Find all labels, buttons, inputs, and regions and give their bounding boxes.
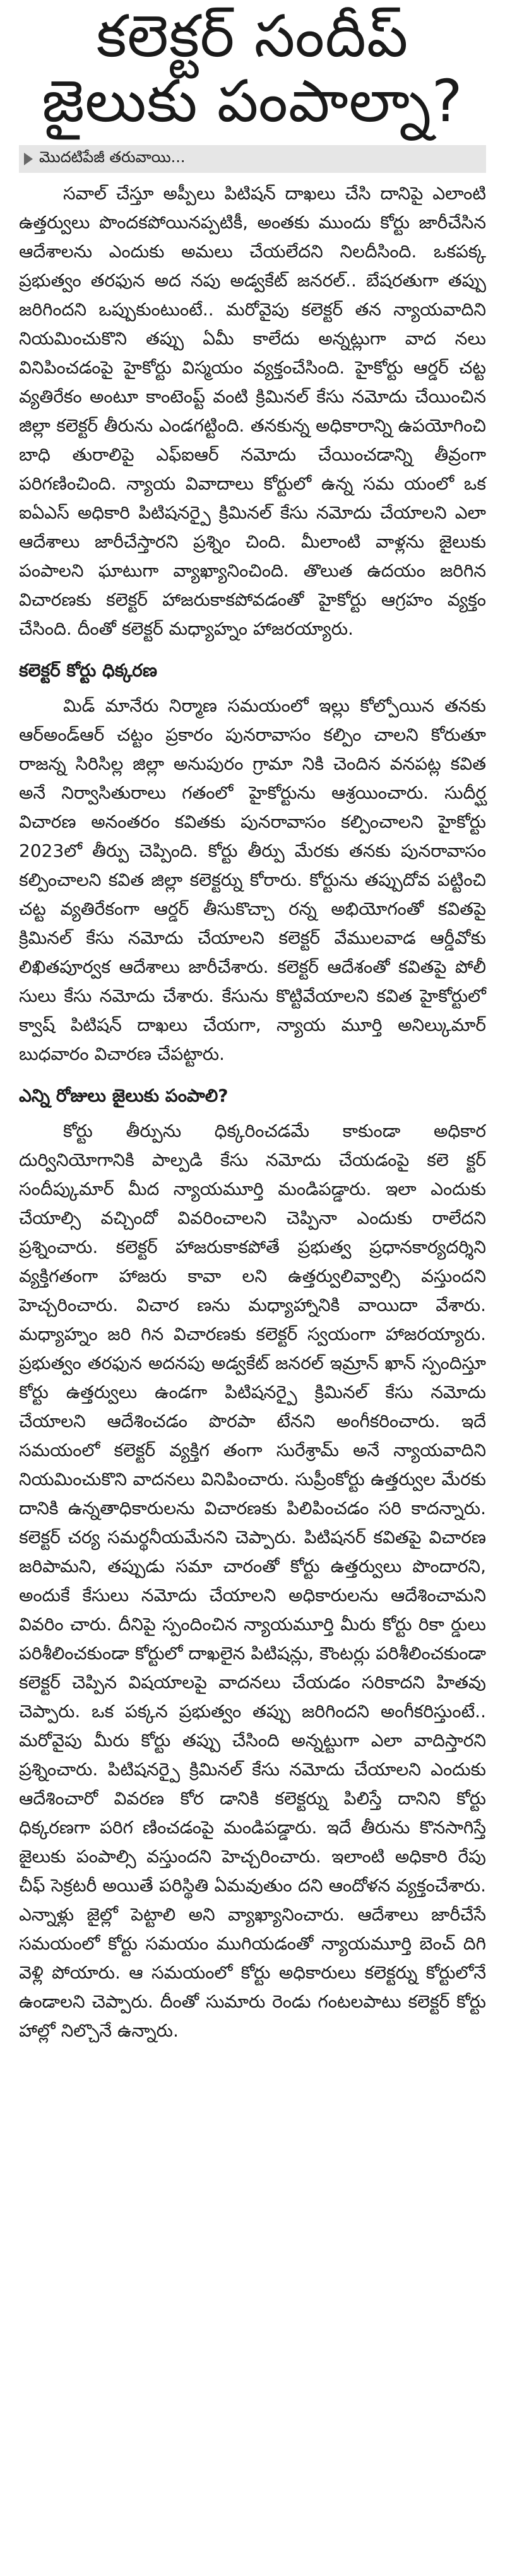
paragraph-3: కోర్టు తీర్పును ధిక్కరించడమే కాకుండా అధికార దుర్వినియోగానికి పాల్పడి కేసు నమోదు చేయడంపై కలె క్టర్ సందీప్కుమార్ మీద న్యాయమూర్తి మండిపడ్డారు. ఇలా ఎందుకు చేయాల్సి వచ్చిందో వివరించాలని చెప్పినా ఎందుకు రాలేదని ప్రశ్నించారు. కలెక్టర్ హాజరుకాకపోతే ప్రభుత్వ ప్రధానకార్యదర్శిని వ్యక్తిగతంగా హాజరు కావా లని ఉత్తర్వులివ్వాల్సి వస్తుందని హెచ్చరించారు. విచార ణను మధ్యాహ్నానికి వాయిదా వేశారు. మధ్యాహ్నం జరి గిన విచారణకు కలెక్టర్ స్వయంగా హాజరయ్యారు. ప్రభుత్వం తరఫున అదనపు అడ్వకేట్ జనరల్ ఇమ్రాన్ ఖాన్ స్పందిస్తూ కోర్టు ఉత్తర్వులు ఉండగా పిటిషనర్పై క్రిమినల్ కేసు నమోదు చేయాలని ఆదేశించడం పొరపా టేనని అంగీకరించారు. ఇదే సమయంలో కలెక్టర్ వ్యక్తిగ తంగా సురేశ్రామ్ అనే న్యాయవాదిని నియమించుకొని వాదనలు వినిపించారు. సుప్రీంకోర్టు ఉత్తర్వుల మేరకు దానికి ఉన్నతాధికారులను విచారణకు పిలిపించడం సరి కాదన్నారు. కలెక్టర్ చర్య సమర్థనీయమేనని చెప్పారు. పిటిషనర్ కవితపై విచారణ జరిపామని, తప్పుడు సమా చారంతో కోర్టు ఉత్తర్వులు పొందారని, అందుకే కేసులు నమోదు చేయాలని అధికారులను ఆదేశించామని వివరిం చారు. దీనిపై స్పందించిన న్యాయమూర్తి మీరు కోర్టు రికా ర్డులు పరిశీలించకుండా కోర్టులో దాఖలైన పిటిషన్లు, కౌంటర్లు పరిశీలించకుండా కలెక్టర్ చెప్పిన విషయాలపై వాదనలు చేయడం సరికాదని హితవు చెప్పారు. ఒక పక్కన ప్రభుత్వం తప్పు జరిగిందని అంగీకరిస్తుంటే.. మరోవైపు మీరు కోర్టు తప్పు చేసింది అన్నట్టుగా ఎలా వాదిస్తారని ప్రశ్నించారు. పిటిషనర్పై క్రిమినల్ కేసు నమోదు చేయాలని ఎందుకు ఆదేశించారో వివరణ కోర డానికి కలెక్టర్ను పిలిస్తే దానిని కోర్టు ధిక్కరణగా పరిగ ణించడంపై మండిపడ్డారు. ఇదే తీరును కొనసాగిస్తే జైలుకు పంపాల్సి వస్తుందని హెచ్చరించారు. ఇలాంటి అధికారి రేపు చీఫ్ సెక్రటరీ అయితే పరిస్థితి ఏమవుతుం దని ఆందోళన వ్యక్తంచేశారు. ఎన్నాళ్లు జైల్లో పెట్టాలి అని వ్యాఖ్యానించారు. ఆదేశాలు జారీచేసే సమయంలో కోర్టు సమయం ముగియడంతో న్యాయమూర్తి బెంచ్ దిగి వెళ్లి పోయారు. ఆ సమయంలో కోర్టు అధికారులు కలెక్టర్ను కోర్టులోనే ఉండాలని చెప్పారు. దీంతో సుమారు రెండు గంటలపాటు కలెక్టర్ కోర్టు హాల్లో నిల్చొనే ఉన్నారు. <box>19 1120 486 2042</box>
headline <box>19 0 486 134</box>
headline-line-1: కలెక్టర్ సందీప్ <box>96 3 409 70</box>
paragraph-2: మిడ్ మానేరు నిర్మాణ సమయంలో ఇల్లు కోల్పోయిన తనకు ఆర్అండ్ఆర్ చట్టం ప్రకారం పునరావాసం కల్పిం చాలని కోరుతూ రాజన్న సిరిసిల్ల జిల్లా అనుపురం గ్రామా నికి చెందిన వనపట్ల కవిత అనే నిర్వాసితురాలు గతంలో హైకోర్టును ఆశ్రయించారు. సుదీర్ఘ విచారణ అనంతరం కవితకు పునరావాసం కల్పించాలని హైకోర్టు 2023లో తీర్పు చెప్పింది. కోర్టు తీర్పు మేరకు తనకు పునరావాసం కల్పించాలని కవిత జిల్లా కలెక్టర్ను కోరారు. కోర్టును తప్పుదోవ పట్టించి చట్ట వ్యతిరేకంగా ఆర్డర్ తీసుకొచ్చా రన్న అభియోగంతో కవితపై క్రిమినల్ కేసు నమోదు చేయాలని కలెక్టర్ వేములవాడ ఆర్డీవోకు లిఖితపూర్వక ఆదేశాలు జారీచేశారు. కలెక్టర్ ఆదేశంతో కవితపై పోలీ సులు కేసు నమోదు చేశారు. కేసును కొట్టివేయాలని కవిత హైకోర్టులో క్వాష్ పిటిషన్ దాఖలు చేయగా, న్యాయ మూర్తి అనిల్కుమార్ బుధవారం విచారణ చేపట్టారు. <box>19 695 486 1065</box>
subhead-jail-days: ఎన్ని రోజులు జైలుకు పంపాలి? <box>19 1085 229 1107</box>
kicker-text: మొదటిపేజీ తరువాయి... <box>39 148 186 167</box>
subhead-contempt: కలెక్టర్ కోర్టు ధిక్కరణ <box>19 660 157 681</box>
triangle-arrow-icon <box>24 153 33 165</box>
continued-from-front-page-kicker <box>19 145 486 173</box>
paragraph-1: సవాల్ చేస్తూ అప్పీలు పిటిషన్ దాఖలు చేసి దానిపై ఎలాంటి ఉత్తర్వులు పొందకపోయినప్పటికీ, అంతకు ముందు కోర్టు జారీచేసిన ఆదేశాలను ఎందుకు అమలు చేయలేదని నిలదీసింది. ఒకపక్క ప్రభుత్వం తరఫున అద నపు అడ్వకేట్ జనరల్.. బేషరతుగా తప్పు జరిగిందని ఒప్పుకుంటుంటే.. మరోవైపు కలెక్టర్ తన న్యాయవాదిని నియమించుకొని తప్పు ఏమీ కాలేదు అన్నట్లుగా వాద నలు వినిపించడంపై హైకోర్టు విస్మయం వ్యక్తంచేసింది. హైకోర్టు ఆర్డర్ చట్ట వ్యతిరేకం అంటూ కాంటెంప్ట్ వంటి క్రిమినల్ కేసు నమోదు చేయించిన జిల్లా కలెక్టర్ తీరును ఎండగట్టింది. తనకున్న అధికారాన్ని ఉపయోగించి బాధి తురాలిపై ఎఫ్ఐఆర్ నమోదు చేయించడాన్ని తీవ్రంగా పరిగణించింది. న్యాయ వివాదాలు కోర్టులో ఉన్న సమ యంలో ఒక ఐఏఎస్ అధికారి పిటిషనర్పై క్రిమినల్ కేసు నమోదు చేయాలని ఎలా ఆదేశాలు జారీచేస్తారని ప్రశ్నిం చింది. మీలాంటి వాళ్లను జైలుకు పంపాలని ఘాటుగా వ్యాఖ్యానించింది. తొలుత ఉదయం జరిగిన విచారణకు కలెక్టర్ హాజరుకాకపోవడంతో హైకోర్టు ఆగ్రహం వ్యక్తం చేసింది. దీంతో కలెక్టర్ మధ్యాహ్నం హాజరయ్యారు. <box>19 183 486 640</box>
headline-line-2: జైలుకు పంపాల్నా? <box>42 68 463 136</box>
